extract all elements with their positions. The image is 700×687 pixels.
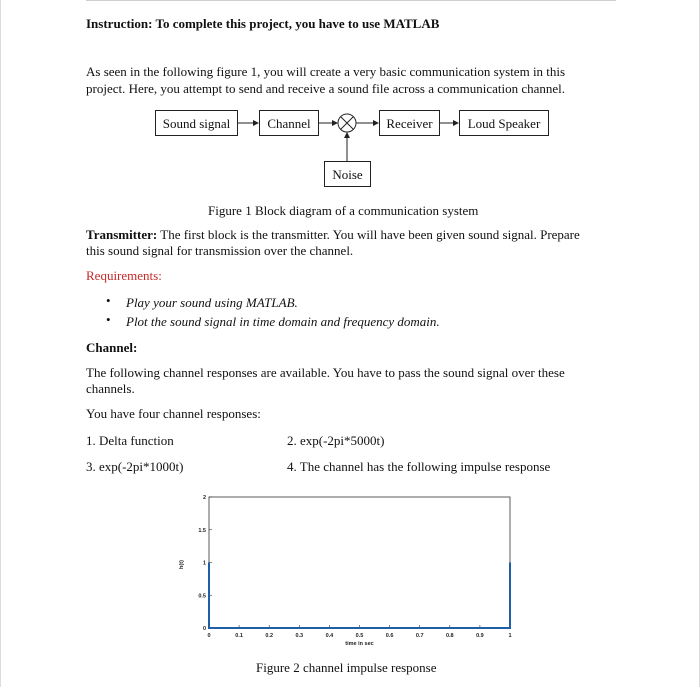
x-tick-label: 0.6 xyxy=(385,633,394,639)
response-4: 4. The channel has the following impulse response xyxy=(287,459,551,474)
channel-heading: Channel: xyxy=(86,340,138,355)
instruction-label: Instruction: xyxy=(86,16,153,31)
requirement-item-1: Play your sound using MATLAB. xyxy=(126,295,298,310)
x-tick-label: 0.8 xyxy=(445,633,454,639)
y-tick-label: 1 xyxy=(202,560,206,567)
requirement-item-2: Plot the sound signal in time domain and frequency domain. xyxy=(126,314,440,329)
noise-block: Noise xyxy=(324,161,371,187)
intro-line-1: As seen in the following figure 1, you will create a very basic communication system in this xyxy=(86,64,566,79)
transmitter-text-1: The first block is the transmitter. You will have been given sound signal. Prepare xyxy=(160,227,580,242)
x-tick-label: 0.3 xyxy=(295,633,304,639)
response-2: 2. exp(-2pi*5000t) xyxy=(287,433,385,448)
y-tick-label: 0 xyxy=(202,626,206,632)
four-responses-text: You have four channel responses: xyxy=(86,406,261,421)
x-axis-label: time in sec xyxy=(345,641,374,647)
x-tick-label: 1 xyxy=(508,633,512,639)
x-tick-label: 0.2 xyxy=(265,633,274,639)
channel-block: Channel xyxy=(259,110,319,136)
loud-speaker-block: Loud Speaker xyxy=(459,110,549,136)
x-tick-label: 0 xyxy=(207,633,211,639)
x-tick-label: 0.7 xyxy=(415,633,424,639)
x-tick-label: 0.5 xyxy=(355,633,364,639)
x-tick-label: 0.9 xyxy=(476,633,484,639)
figure-2-caption: Figure 2 channel impulse response xyxy=(256,660,437,675)
transmitter-line-2: this sound signal for transmission over the channel. xyxy=(86,243,354,258)
receiver-block: Receiver xyxy=(379,110,440,136)
instruction-text: To complete this project, you have to use MATLAB xyxy=(155,16,440,31)
x-tick-label: 0.4 xyxy=(325,633,334,639)
channel-text-1: The following channel responses are available. You have to pass the sound signal over these xyxy=(86,365,565,380)
plot-area xyxy=(209,497,510,628)
bullet-icon: • xyxy=(106,293,111,308)
response-3: 3. exp(-2pi*1000t) xyxy=(86,459,184,474)
requirements-heading: Requirements: xyxy=(86,268,162,283)
intro-line-2: project. Here, you attempt to send and receive a sound file across a communication channel. xyxy=(86,81,566,96)
y-tick-label: 1.5 xyxy=(198,527,206,534)
response-1: 1. Delta function xyxy=(86,433,174,448)
transmitter-label: Transmitter: xyxy=(86,227,158,242)
y-axis-label: h(t) xyxy=(179,560,185,569)
channel-text-2: channels. xyxy=(86,381,135,396)
bullet-icon: • xyxy=(106,312,111,327)
sound-signal-block: Sound signal xyxy=(155,110,238,136)
x-tick-label: 0.1 xyxy=(235,633,243,639)
y-tick-label: 0.5 xyxy=(198,593,206,600)
y-tick-label: 2 xyxy=(202,495,206,501)
figure-1-caption: Figure 1 Block diagram of a communication system xyxy=(208,203,479,218)
